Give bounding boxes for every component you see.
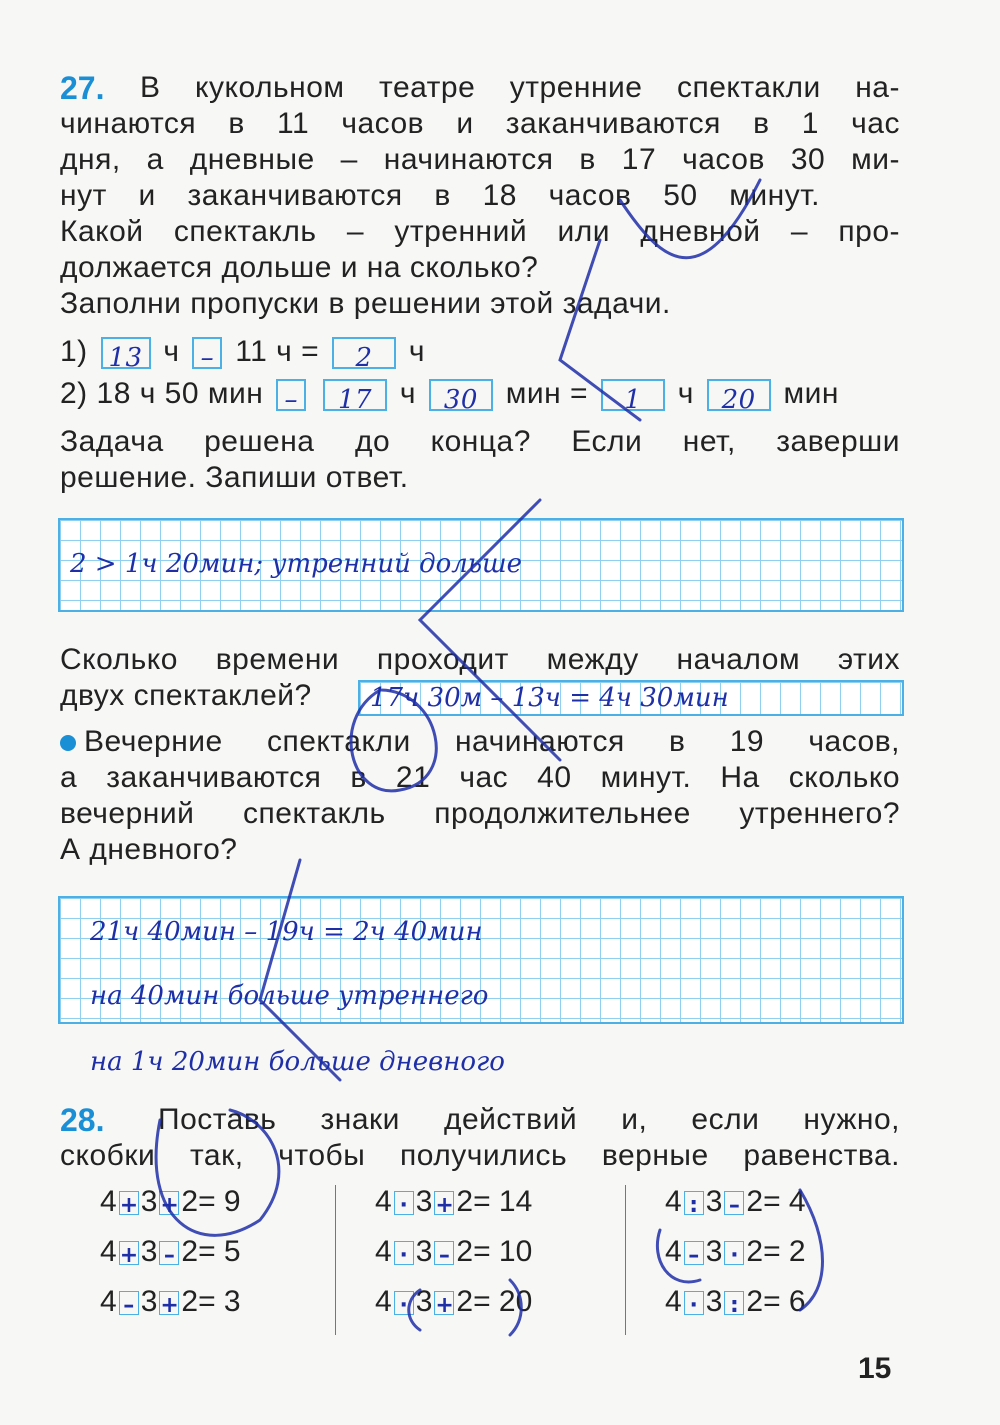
operator-box[interactable] xyxy=(394,1291,414,1319)
operand: 2 xyxy=(181,1235,199,1268)
task-number: 27. xyxy=(60,70,105,106)
operator-sign: · xyxy=(399,1243,408,1269)
operand: 4 xyxy=(100,1235,117,1268)
answer-box[interactable]: 2 xyxy=(332,337,396,369)
operand: 2 xyxy=(746,1285,764,1318)
operator-box[interactable] xyxy=(684,1291,704,1319)
operator-sign: – xyxy=(728,1193,740,1219)
task-text-line: Какой спектакль – утренний или дневной – про- xyxy=(60,215,900,248)
operator-box[interactable] xyxy=(434,1191,454,1219)
operand: 3 xyxy=(140,1285,158,1318)
answer-grid[interactable] xyxy=(58,518,904,612)
task-text-line: Задача решена до конца? Если нет, заверши xyxy=(60,425,900,458)
operator-box[interactable] xyxy=(119,1291,139,1319)
operand: 2 xyxy=(746,1185,764,1218)
operator-box[interactable]: – xyxy=(276,379,306,411)
equation-row xyxy=(665,1234,806,1270)
result: = 3 xyxy=(198,1285,241,1318)
operand: 2 xyxy=(456,1185,474,1218)
answer-box[interactable]: 1 xyxy=(601,379,665,411)
operator-sign: : xyxy=(729,1293,739,1319)
operator-box[interactable] xyxy=(159,1191,179,1219)
result: = 9 xyxy=(198,1185,241,1218)
operand: 3 xyxy=(140,1235,158,1268)
operator-sign: · xyxy=(399,1193,408,1219)
operator-box[interactable]: – xyxy=(192,337,222,369)
task-text-line: чинаются в 11 часов и заканчиваются в 1 час xyxy=(60,107,900,140)
equation-row xyxy=(665,1284,806,1320)
operand: 3 xyxy=(415,1285,433,1318)
task-text-line: Вечерние спектакли начинаются в 19 часов, xyxy=(60,724,900,760)
page-number: 15 xyxy=(858,1352,892,1385)
result: = 6 xyxy=(763,1285,806,1318)
equation-row xyxy=(375,1284,532,1320)
equation-row xyxy=(665,1184,806,1220)
equation-row xyxy=(375,1184,532,1220)
operand: 3 xyxy=(705,1285,723,1318)
operator-sign: · xyxy=(399,1293,408,1319)
operator-box[interactable] xyxy=(159,1241,179,1269)
handwritten-answer: на 1ч 20мин больше дневного xyxy=(90,1047,505,1077)
task-text-line: решение. Запиши ответ. xyxy=(60,461,409,494)
equation-row xyxy=(375,1234,532,1270)
column-divider xyxy=(335,1185,336,1335)
operator-box[interactable] xyxy=(684,1191,704,1219)
operator-box[interactable] xyxy=(394,1241,414,1269)
operator-box[interactable] xyxy=(724,1191,744,1219)
result: = 20 xyxy=(473,1285,533,1318)
operator-sign: + xyxy=(160,1193,179,1219)
task-text-line: Сколько времени проходит между началом этих xyxy=(60,643,900,676)
result: = 14 xyxy=(473,1185,533,1218)
operand: 2 xyxy=(456,1285,474,1318)
operator-box[interactable] xyxy=(119,1241,139,1269)
result: = 5 xyxy=(198,1235,241,1268)
operand: 2 xyxy=(746,1235,764,1268)
operator-sign: : xyxy=(689,1193,699,1219)
task-text-line: А дневного? xyxy=(60,833,238,866)
operator-sign: + xyxy=(435,1293,454,1319)
task-text-line: нут и заканчиваются в 18 часов 50 минут. xyxy=(60,179,820,212)
task-text-line: должается дольше и на сколько? xyxy=(60,251,539,284)
operator-box[interactable] xyxy=(724,1291,744,1319)
answer-box[interactable]: 20 xyxy=(707,379,771,411)
operand: 3 xyxy=(415,1185,433,1218)
operand: 4 xyxy=(665,1285,682,1318)
operand: 3 xyxy=(705,1185,723,1218)
bullet-icon xyxy=(60,735,76,751)
operand: 4 xyxy=(665,1235,682,1268)
equation-row xyxy=(100,1284,241,1320)
task-number: 28. xyxy=(60,1102,105,1138)
solution-step-1: 1) 13 ч – 11 ч = 2 ч xyxy=(60,335,425,374)
task-text-line: В кукольном театре утренние спектакли на- xyxy=(140,71,900,104)
operator-sign: + xyxy=(119,1243,139,1269)
equation-row xyxy=(100,1184,241,1220)
operand: 4 xyxy=(375,1285,392,1318)
result: = 4 xyxy=(763,1185,806,1218)
handwritten-answer: 2 > 1ч 20мин; утренний дольше xyxy=(70,549,523,579)
answer-box[interactable]: 13 xyxy=(101,337,151,369)
operator-sign: – xyxy=(123,1293,135,1319)
equation-row xyxy=(100,1234,241,1270)
column-divider xyxy=(625,1185,626,1335)
task-text-line: дня, а дневные – начинаются в 17 часов 30 ми- xyxy=(60,143,900,176)
answer-strip[interactable] xyxy=(358,680,904,716)
operator-sign: – xyxy=(438,1243,450,1269)
operand: 2 xyxy=(181,1185,199,1218)
task-text-line: скобки так, чтобы получились верные равенства. xyxy=(60,1139,900,1172)
answer-box[interactable]: 17 xyxy=(323,379,387,411)
operator-sign: – xyxy=(163,1243,175,1269)
operator-box[interactable] xyxy=(394,1191,414,1219)
operand: 3 xyxy=(705,1235,723,1268)
operand: 3 xyxy=(415,1235,433,1268)
operator-sign: + xyxy=(160,1293,179,1319)
operand: 2 xyxy=(456,1235,474,1268)
answer-box[interactable]: 30 xyxy=(429,379,493,411)
operator-box[interactable] xyxy=(684,1241,704,1269)
task-text-line: двух спектаклей? xyxy=(60,679,312,712)
task-text-line: Поставь знаки действий и, если нужно, xyxy=(158,1103,900,1136)
operator-box[interactable] xyxy=(119,1191,139,1219)
operator-sign: · xyxy=(689,1293,698,1319)
answer-grid[interactable] xyxy=(58,896,904,1024)
operand: 2 xyxy=(181,1285,199,1318)
operator-box[interactable] xyxy=(724,1241,744,1269)
handwritten-answer: 17ч 30м – 13ч = 4ч 30мин xyxy=(370,683,729,713)
handwritten-answer: 21ч 40мин – 19ч = 2ч 40мин xyxy=(90,917,483,947)
task-text-line: а заканчиваются в 21 час 40 минут. На сколько xyxy=(60,761,900,794)
operand: 3 xyxy=(140,1185,158,1218)
operator-sign: + xyxy=(435,1193,454,1219)
solution-step-2: 2) 18 ч 50 мин – 17 ч 30 мин = 1 ч 20 мин xyxy=(60,377,839,416)
operand: 4 xyxy=(100,1185,117,1218)
handwritten-answer: на 40мин больше утреннего xyxy=(90,981,489,1011)
operator-sign: + xyxy=(119,1193,139,1219)
result: = 2 xyxy=(763,1235,806,1268)
result: = 10 xyxy=(473,1235,533,1268)
operator-box[interactable] xyxy=(159,1291,179,1319)
task-text-line: вечерний спектакль продолжительнее утреннего? xyxy=(60,797,900,830)
operand: 4 xyxy=(100,1285,117,1318)
task-text-line: Заполни пропуски в решении этой задачи. xyxy=(60,287,671,320)
operator-sign: · xyxy=(730,1243,739,1269)
operand: 4 xyxy=(375,1235,392,1268)
operand: 4 xyxy=(665,1185,682,1218)
operator-box[interactable] xyxy=(434,1291,454,1319)
operand: 4 xyxy=(375,1185,392,1218)
operator-sign: – xyxy=(688,1243,700,1269)
operator-box[interactable] xyxy=(434,1241,454,1269)
